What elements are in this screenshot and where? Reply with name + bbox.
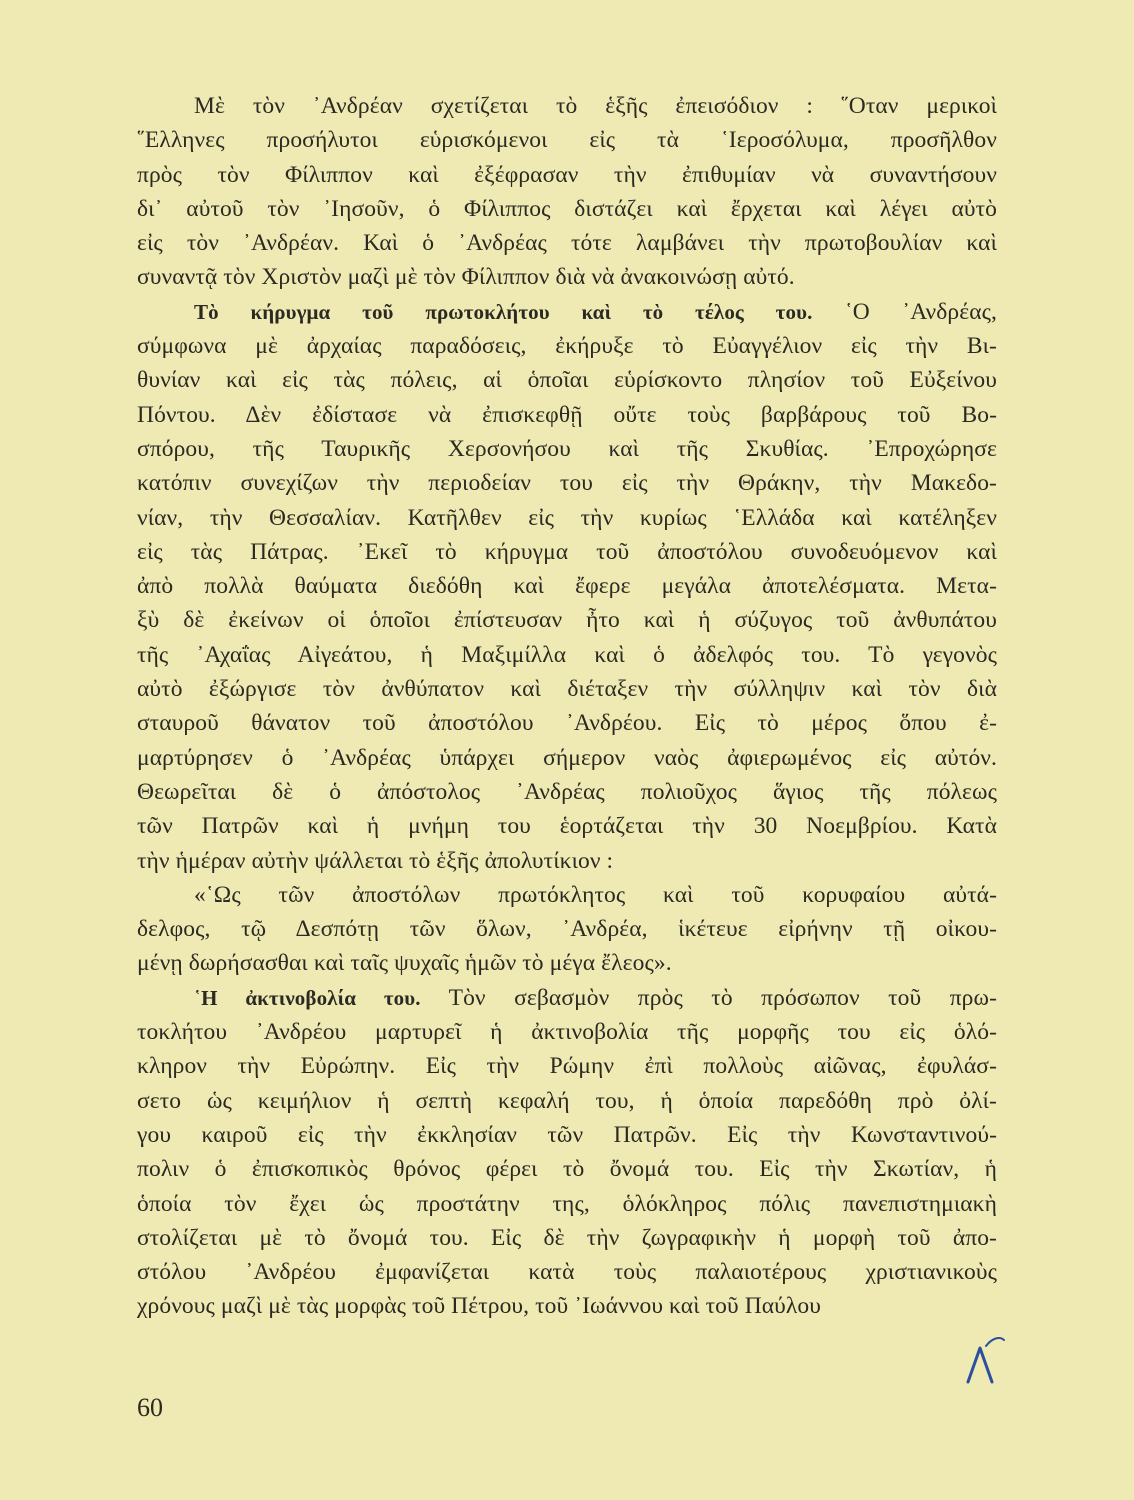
text-line [137,295,997,329]
text-line: σετο ὡς κειμήλιον ἡ σεπτὴ κεφαλή του, ἡ ὁποία παρεδόθη πρὸ ὀλί- [137,1087,997,1114]
text-line: πρὸς τὸν Φίλιππον καὶ ἐξέφρασαν τὴν ἐπιθυμίαν νὰ συναντήσουν [137,161,997,188]
text-line: τὴν ἡμέραν αὐτὴν ψάλλεται τὸ ἑξῆς ἀπολυτίκιον : [137,847,614,874]
text-line: σταυροῦ θάνατον τοῦ ἀποστόλου ᾿Ανδρέου. Εἰς τὸ μέρος ὅπου ἐ- [137,710,997,737]
text-line: ῞Ελληνες προσήλυτοι εὑρισκόμενοι εἰς τὰ ῾Ιεροσόλυμα, προσῆλθον [137,127,997,154]
hymn-line: μένῃ δωρήσασθαι καὶ ταῖς ψυχαῖς ἡμῶν τὸ μέγα ἔλεος». [137,950,672,977]
hymn-line: «῾Ως τῶν ἀποστόλων πρωτόκλητος καὶ τοῦ κορυφαίου αὐτά- [194,881,997,908]
hymn-line: δελφος, τῷ Δεσπότῃ τῶν ὅλων, ᾿Ανδρέα, ἱκέτευε εἰρήνην τῇ οἰκου- [137,916,997,943]
text-line: Μὲ τὸν ᾿Ανδρέαν σχετίζεται τὸ ἑξῆς ἐπεισόδιον : ῞Οταν μερικοὶ [194,93,997,119]
text-line: τῆς ᾿Αχαΐας Αἰγεάτου, ἡ Μαξιμίλλα καὶ ὁ ἀδελφός του. Τὸ γεγονὸς [137,641,997,668]
section-heading-radiance: ῾Η ἀκτινοβολία του. [194,985,421,1010]
text-line: κληρον τὴν Εὐρώπην. Εἰς τὴν Ρώμην ἐπὶ πολλοὺς αἰῶνας, ἐφυλάσ- [137,1053,997,1080]
text-line: τοκλήτου ᾿Ανδρέου μαρτυρεῖ ἡ ἀκτινοβολία τῆς μορφῆς του εἰς ὁλό- [137,1019,997,1046]
text-line: ξὺ δὲ ἐκείνων οἱ ὁποῖοι ἐπίστευσαν ἦτο καὶ ἡ σύζυγος τοῦ ἀνθυπάτου [137,607,997,634]
text-line: Θεωρεῖται δὲ ὁ ἀπόστολος ᾿Ανδρέας πολιοῦχος ἅγιος τῆς πόλεως [137,778,997,805]
text-line: κατόπιν συνεχίζων τὴν περιοδείαν του εἰς τὴν Θράκην, τὴν Μακεδο- [137,470,997,497]
text-line: τῶν Πατρῶν καὶ ἡ μνήμη του ἑορτάζεται τὴν 30 Νοεμβρίου. Κατὰ [137,813,997,840]
section-heading-preaching: Τὸ κήρυγμα τοῦ πρωτοκλήτου καὶ τὸ τέλος του. [194,299,813,324]
page-number: 60 [137,1393,163,1422]
text-line: πολιν ὁ ἐπισκοπικὸς θρόνος φέρει τὸ ὄνομά του. Εἰς τὴν Σκωτίαν, ἡ [137,1156,997,1183]
text-line: σύμφωνα μὲ ἀρχαίας παραδόσεις, ἐκήρυξε τὸ Εὐαγγέλιον εἰς τὴν Βι- [137,333,997,360]
text-line: γου καιροῦ εἰς τὴν ἐκκλησίαν τῶν Πατρῶν. Εἰς τὴν Κωνσταντινού- [137,1121,997,1148]
text-line: στολίζεται μὲ τὸ ὄνομά του. Εἰς δὲ τὴν ζωγραφικὴν ἡ μορφὴ τοῦ ἀπο- [137,1224,997,1251]
text-line: δι᾿ αὐτοῦ τὸν ᾿Ιησοῦν, ὁ Φίλιππος διστάζει καὶ ἔρχεται καὶ λέγει αὐτὸ [137,195,997,222]
text-line: εἰς τὸν ᾿Ανδρέαν. Καὶ ὁ ᾿Ανδρέας τότε λαμβάνει τὴν πρωτοβουλίαν καὶ [137,230,997,257]
text-line: ὁποία τὸν ἔχει ὡς προστάτην της, ὁλόκληρος πόλις πανεπιστημιακὴ [137,1190,997,1217]
text-run: ῾Ο ᾿Ανδρέας, [812,298,998,325]
text-line: νίαν, τὴν Θεσσαλίαν. Κατῆλθεν εἰς τὴν κυρίως ῾Ελλάδα καὶ κατέληξεν [137,504,997,531]
text-line [137,981,997,1015]
text-body [137,89,997,1324]
text-line: Πόντου. Δὲν ἐδίστασε νὰ ἐπισκεφθῇ οὔτε τοὺς βαρβάρους τοῦ Βο- [137,401,997,428]
handwritten-margin-mark [962,1334,1006,1386]
text-line: στόλου ᾿Ανδρέου ἐμφανίζεται κατὰ τοὺς παλαιοτέρους χριστιανικοὺς [137,1259,997,1286]
text-line: σπόρου, τῆς Ταυρικῆς Χερσονήσου καὶ τῆς Σκυθίας. ᾿Επροχώρησε [137,435,997,462]
text-line: εἰς τὰς Πάτρας. ᾿Εκεῖ τὸ κήρυγμα τοῦ ἀποστόλου συνοδευόμενον καὶ [137,538,997,565]
text-line: μαρτύρησεν ὁ ᾿Ανδρέας ὑπάρχει σήμερον ναὸς ἀφιερωμένος εἰς αὐτόν. [137,744,997,771]
text-run: Τὸν σεβασμὸν πρὸς τὸ πρόσωπον τοῦ πρω- [420,984,997,1011]
text-line: χρόνους μαζὶ μὲ τὰς μορφὰς τοῦ Πέτρου, τοῦ ᾿Ιωάννου καὶ τοῦ Παύλου [137,1293,821,1320]
text-line: αὐτὸ ἐξώργισε τὸν ἀνθύπατον καὶ διέταξεν τὴν σύλληψιν καὶ τὸν διὰ [137,676,997,703]
text-line: ἀπὸ πολλὰ θαύματα διεδόθη καὶ ἔφερε μεγάλα ἀποτελέσματα. Μετα- [137,573,997,600]
text-line: συναντᾷ τὸν Χριστὸν μαζὶ μὲ τὸν Φίλιππον διὰ νὰ ἀνακοινώσῃ αὐτό. [137,264,795,291]
text-line: θυνίαν καὶ εἰς τὰς πόλεις, αἱ ὁποῖαι εὑρίσκοντο πλησίον τοῦ Εὐξείνου [137,367,997,394]
